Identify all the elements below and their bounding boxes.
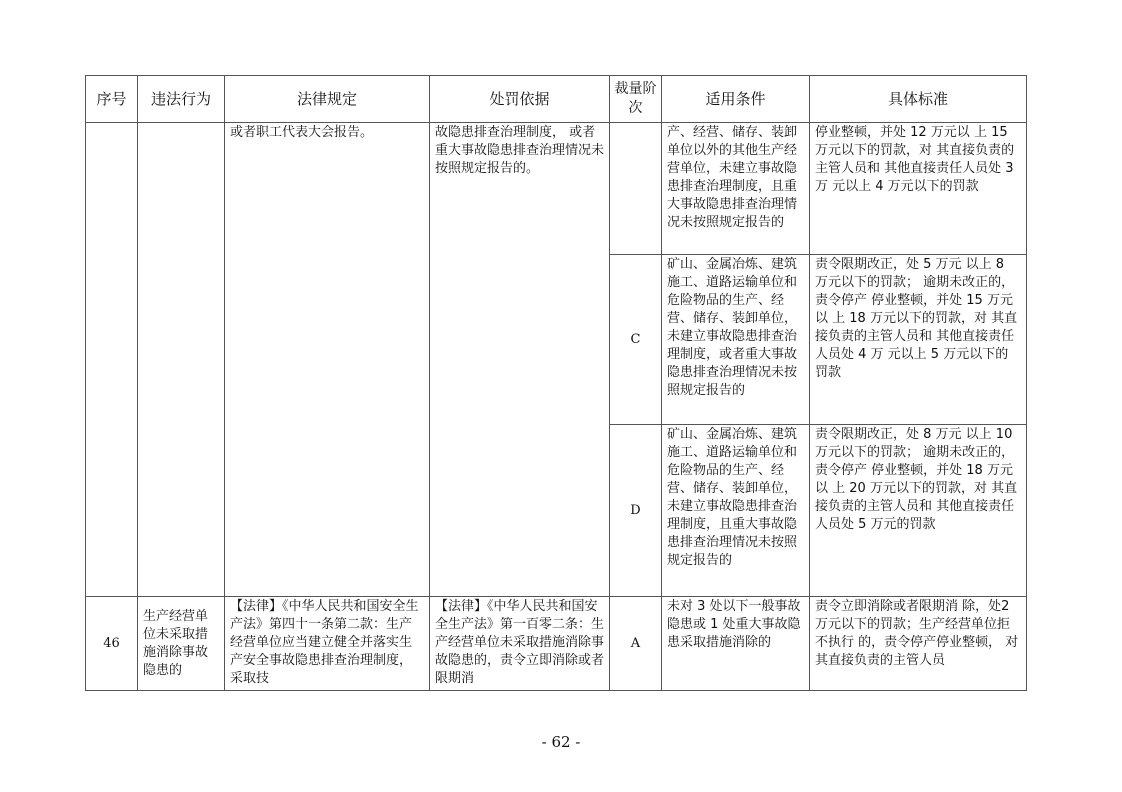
penalty-table (85, 75, 1027, 691)
cond-cell: 矿山、金属冶炼、建筑施工、道路运输单位和危险物品的生产、经营、储存、装卸单位，未建立事故隐患排查治理制度，或者重大事故隐患排查治理情况未按照规定报告的 (662, 255, 810, 425)
law-cell-continued: 或者职工代表大会报告。 (225, 123, 430, 597)
act-cell: 生产经营单位未采取措施消除事故隐患的 (138, 597, 225, 691)
seq-cell: 46 (86, 597, 138, 691)
header-level: 裁量阶次 (610, 76, 662, 123)
seq-cell-continued (86, 123, 138, 597)
level-cell: A (610, 597, 662, 691)
header-seq: 序号 (86, 76, 138, 123)
level-cell (610, 123, 662, 255)
std-cell: 责令限期改正，处 5 万元 以上 8 万元以下的罚款； 逾期未改正的，责令停产 停业整顿，并处 15 万元以 上 18 万元以下的罚款，对 其直接负责的主管人员和 其他直接责任人员处 4 万 元以上 5 万元以下的罚款 (810, 255, 1027, 425)
level-cell: C (610, 255, 662, 425)
table-row (86, 123, 1027, 255)
cond-cell: 矿山、金属冶炼、建筑施工、道路运输单位和危险物品的生产、经营、储存、装卸单位，未建立事故隐患排查治理制度，且重大事故隐患排查治理情况未按照规定报告的 (662, 425, 810, 597)
header-cond: 适用条件 (662, 76, 810, 123)
header-basis: 处罚依据 (430, 76, 610, 123)
std-cell: 停业整顿，并处 12 万元以 上 15 万元以下的罚款，对 其直接负责的主管人员和 其他直接责任人员处 3 万 元以上 4 万元以下的罚款 (810, 123, 1027, 255)
table-row (86, 597, 1027, 691)
basis-cell-continued: 故隐患排查治理制度， 或者重大事故隐患排查治理情况未按照规定报告的。 (430, 123, 610, 597)
cond-cell: 未对 3 处以下一般事故隐患或 1 处重大事故隐患采取措施消除的 (662, 597, 810, 691)
header-law: 法律规定 (225, 76, 430, 123)
std-cell: 责令限期改正，处 8 万元 以上 10 万元以下的罚款； 逾期未改正的，责令停产 停业整顿，并处 18 万元以 上 20 万元以下的罚款，对 其直接负责的主管人员和 其他直接责任人员处 5 万元的罚款 (810, 425, 1027, 597)
basis-cell: 【法律】《中华人民共和国安全生产法》第一百零二条：生产经营单位未采取措施消除事故隐患的，责令立即消除或者限期消 (430, 597, 610, 691)
cond-cell: 产、经营、储存、装卸单位以外的其他生产经营单位，未建立事故隐患排查治理制度，且重大事故隐患排查治理情况未按照规定报告的 (662, 123, 810, 255)
level-cell: D (610, 425, 662, 597)
law-cell: 【法律】《中华人民共和国安全生产法》第四十一条第二款：生产经营单位应当建立健全并落实生产安全事故隐患排查治理制度，采取技 (225, 597, 430, 691)
header-act: 违法行为 (138, 76, 225, 123)
header-row (86, 76, 1027, 123)
page-number: - 62 - (541, 733, 581, 751)
std-cell: 责令立即消除或者限期消 除，处2 万元以下的罚款；生产经营单位拒不执行 的，责令停产停业整顿， 对其直接负责的主管人员 (810, 597, 1027, 691)
act-cell-continued (138, 123, 225, 597)
header-std: 具体标准 (810, 76, 1027, 123)
